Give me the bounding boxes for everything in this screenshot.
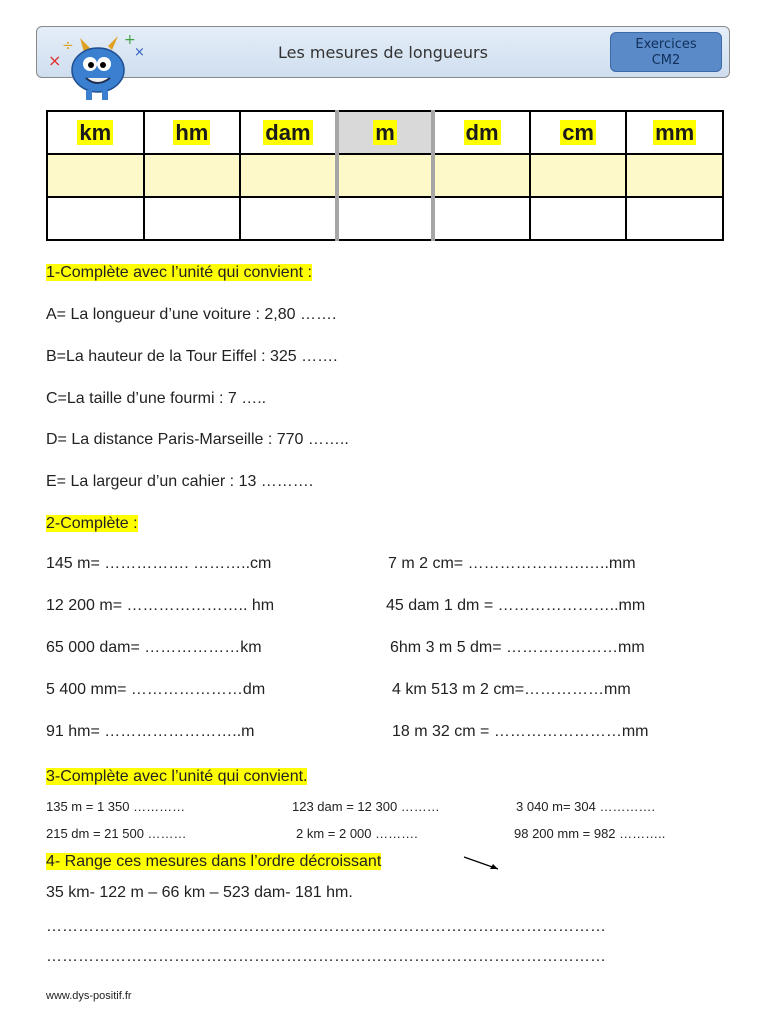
section2-left-item: 12 200 m= ………………….. hm: [46, 597, 275, 614]
unit-label: hm: [175, 119, 209, 145]
table-cell[interactable]: [433, 197, 530, 240]
badge-line2: CM2: [651, 53, 681, 68]
section1-title-text: 1-Complète avec l’unité qui convient :: [46, 264, 312, 281]
section2-right-item: 18 m 32 cm = ……………………mm: [392, 723, 649, 740]
section4-title: [46, 853, 381, 871]
table-cell[interactable]: [47, 197, 144, 240]
section2-right-item: 7 m 2 cm= ………………….…..mm: [388, 555, 636, 572]
section1-item-c: C=La taille d’une fourmi : 7 …..: [46, 390, 267, 407]
section2-right-item: 4 km 513 m 2 cm=……………mm: [392, 681, 631, 698]
units-yellow-row: [47, 154, 723, 197]
svg-text:÷: ÷: [62, 38, 74, 54]
units-blank-row: [47, 197, 723, 240]
table-cell[interactable]: [433, 154, 530, 197]
unit-label: m: [375, 119, 395, 145]
table-cell[interactable]: [240, 154, 337, 197]
answer-line[interactable]: ……………………………………………………………………………………………: [46, 948, 606, 965]
section2-title-text: 2-Complète :: [46, 515, 138, 532]
section1-item-e: E= La largeur d’un cahier : 13 ……….: [46, 473, 314, 490]
section3-item: 98 200 mm = 982 ………..: [514, 826, 666, 841]
section2-left-item: 91 hm= ……………………..m: [46, 723, 255, 740]
section2-right-item: 45 dam 1 dm = …………………..mm: [386, 597, 646, 614]
svg-text:+: +: [124, 32, 136, 48]
table-cell[interactable]: [144, 154, 241, 197]
section1-title: [46, 264, 312, 282]
section2-title: [46, 515, 138, 533]
arrow-down-right-icon: [462, 854, 504, 874]
svg-text:×: ×: [134, 45, 145, 60]
table-cell[interactable]: [626, 197, 723, 240]
unit-label: cm: [562, 119, 594, 145]
answer-line[interactable]: ……………………………………………………………………………………………: [46, 918, 606, 935]
table-cell[interactable]: [144, 197, 241, 240]
unit-label: km: [79, 119, 112, 145]
section3-item: 2 km = 2 000 ……….: [296, 826, 418, 841]
unit-cell-km: [47, 111, 144, 154]
section2-left-item: 65 000 dam= ………………km: [46, 639, 262, 656]
table-cell[interactable]: [530, 154, 627, 197]
table-cell[interactable]: [337, 154, 434, 197]
section3-item: 3 040 m= 304 ………….: [516, 799, 656, 814]
unit-label: dam: [265, 119, 311, 145]
unit-cell-dm: [433, 111, 530, 154]
units-table: [46, 110, 724, 241]
table-cell[interactable]: [47, 154, 144, 197]
footer-website: www.dys-positif.fr: [46, 990, 132, 1002]
section3-item: 123 dam = 12 300 ………: [292, 799, 440, 814]
unit-cell-m: [337, 111, 434, 154]
section2-right-item: 6hm 3 m 5 dm= …………………mm: [390, 639, 645, 656]
unit-cell-hm: [144, 111, 241, 154]
section1-item-a: A= La longueur d’une voiture : 2,80 …….: [46, 306, 337, 323]
unit-label: mm: [655, 119, 695, 145]
section1-item-b: B=La hauteur de la Tour Eiffel : 325 …….: [46, 348, 338, 365]
unit-cell-mm: [626, 111, 723, 154]
section3-title-text: 3-Complète avec l’unité qui convient.: [46, 768, 308, 785]
section2-left-item: 145 m= ……………. ………..cm: [46, 555, 272, 572]
unit-cell-cm: [530, 111, 627, 154]
unit-label: dm: [465, 119, 499, 145]
section2-left-item: 5 400 mm= …………………dm: [46, 681, 266, 698]
page-title: Les mesures de longueurs: [278, 43, 488, 62]
units-header-row: [47, 111, 723, 154]
svg-text:×: ×: [48, 51, 62, 70]
mascot-monster-icon: [40, 30, 150, 102]
unit-cell-dam: [240, 111, 337, 154]
section3-item: 215 dm = 21 500 ………: [46, 826, 187, 841]
table-cell[interactable]: [626, 154, 723, 197]
level-badge: [610, 32, 722, 72]
section4-title-text: 4- Range ces mesures dans l’ordre décroissant: [46, 853, 382, 870]
section1-item-d: D= La distance Paris-Marseille : 770 ……..: [46, 431, 349, 448]
section3-item: 135 m = 1 350 …………: [46, 799, 186, 814]
table-cell[interactable]: [240, 197, 337, 240]
badge-line1: Exercices: [635, 37, 697, 52]
table-cell[interactable]: [337, 197, 434, 240]
section3-title: [46, 768, 307, 786]
section4-measures: 35 km- 122 m – 66 km – 523 dam- 181 hm.: [46, 884, 353, 901]
table-cell[interactable]: [530, 197, 627, 240]
